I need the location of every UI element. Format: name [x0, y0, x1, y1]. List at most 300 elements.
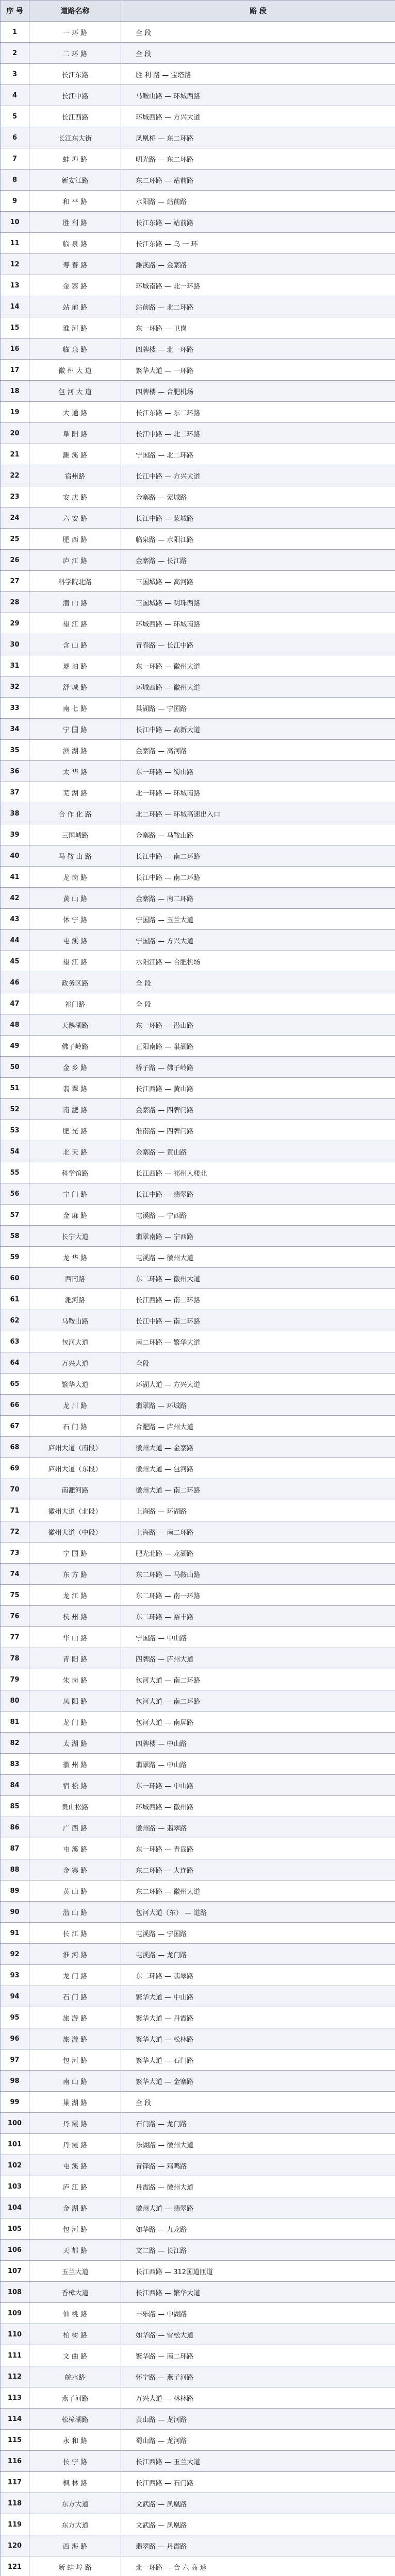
road-name: 徽州大道（北段）: [29, 1500, 121, 1521]
road-name: 祁门路: [29, 993, 121, 1014]
row-number: 41: [1, 867, 29, 888]
road-segment: 水阳路 — 站前路: [121, 191, 395, 212]
road-name: 休 宁 路: [29, 909, 121, 930]
road-segment: 文武路 — 凤凰路: [121, 2493, 395, 2514]
road-name: 南 七 路: [29, 698, 121, 719]
road-segment: 南二环路 — 繁华大道: [121, 1331, 395, 1352]
table-row: [1, 296, 395, 317]
road-segment: 包河大道 — 南屏路: [121, 1711, 395, 1733]
row-number: 16: [1, 338, 29, 360]
road-name: 长江东路: [29, 64, 121, 85]
road-segment: 包河大道 — 南二环路: [121, 1669, 395, 1690]
road-segment: 水阳江路 — 合肥机场: [121, 951, 395, 972]
row-number: 100: [1, 2113, 29, 2134]
road-name: 临 泉 路: [29, 233, 121, 254]
row-number: 19: [1, 402, 29, 423]
table-header: [1, 1, 395, 22]
road-segment: 长江东路 — 东二环路: [121, 402, 395, 423]
road-name: 西 海 路: [29, 2535, 121, 2556]
table-row: [1, 1500, 395, 1521]
table-row: [1, 22, 395, 43]
table-row: [1, 1289, 395, 1310]
road-name: 东 方 路: [29, 1564, 121, 1585]
row-number: 63: [1, 1331, 29, 1352]
road-name: 包 河 路: [29, 2218, 121, 2240]
road-name: 南 淝 路: [29, 1099, 121, 1120]
road-name: 旅 游 路: [29, 2028, 121, 2049]
row-number: 46: [1, 972, 29, 993]
row-number: 40: [1, 845, 29, 867]
table-row: [1, 951, 395, 972]
road-name: 二 环 路: [29, 43, 121, 64]
row-number: 120: [1, 2535, 29, 2556]
road-name: 长宁大道: [29, 1226, 121, 1247]
road-segment: 肥光北路 — 龙湖路: [121, 1543, 395, 1564]
road-name: 旅 游 路: [29, 2007, 121, 2028]
road-name: 庐 江 路: [29, 550, 121, 571]
table-row: [1, 2472, 395, 2493]
road-segment: 金寨路 — 高河路: [121, 740, 395, 761]
row-number: 113: [1, 2387, 29, 2409]
road-name: 万兴大道: [29, 1352, 121, 1374]
row-number: 108: [1, 2282, 29, 2303]
row-number: 97: [1, 2049, 29, 2071]
table-row: [1, 1902, 395, 1923]
row-number: 61: [1, 1289, 29, 1310]
road-segment: 全 段: [121, 993, 395, 1014]
road-name: 石 门 路: [29, 1416, 121, 1437]
road-segment: 屯溪路 — 龙门路: [121, 1944, 395, 1965]
road-segment: 四牌路 — 庐州大道: [121, 1648, 395, 1669]
table-row: [1, 43, 395, 64]
row-number: 115: [1, 2430, 29, 2451]
table-row: [1, 1479, 395, 1500]
row-number: 57: [1, 1205, 29, 1226]
header-name: 道路名称: [29, 1, 121, 22]
row-number: 37: [1, 782, 29, 803]
table-row: [1, 803, 395, 824]
road-segment: 上海路 — 南二环路: [121, 1521, 395, 1543]
road-segment: 宁国路 — 方兴大道: [121, 930, 395, 951]
road-name: 肥 光 路: [29, 1120, 121, 1141]
road-segment: 繁华大道 — 石门路: [121, 2049, 395, 2071]
road-name: 金 湖 路: [29, 2197, 121, 2218]
road-segment: 繁华大道 — 丹霞路: [121, 2007, 395, 2028]
table-row: [1, 1564, 395, 1585]
table-row: [1, 1796, 395, 1817]
row-number: 10: [1, 212, 29, 233]
road-segment: 乐湖路 — 徽州大道: [121, 2134, 395, 2155]
table-row: [1, 338, 395, 360]
table-row: [1, 2303, 395, 2324]
table-row: [1, 1183, 395, 1205]
road-name: 龙 岗 路: [29, 867, 121, 888]
row-number: 1: [1, 22, 29, 43]
road-segment: 金寨路 — 长江路: [121, 550, 395, 571]
row-number: 5: [1, 106, 29, 127]
row-number: 71: [1, 1500, 29, 1521]
row-number: 75: [1, 1585, 29, 1606]
road-segment: 长江中路 — 方兴大道: [121, 465, 395, 486]
table-row: [1, 1078, 395, 1099]
row-number: 79: [1, 1669, 29, 1690]
road-segment: 四牌楼 — 合肥机场: [121, 381, 395, 402]
road-name: 包河大道: [29, 1331, 121, 1352]
road-name: 龙 川 路: [29, 1395, 121, 1416]
row-number: 2: [1, 43, 29, 64]
road-name: 金 麻 路: [29, 1205, 121, 1226]
table-row: [1, 2514, 395, 2535]
row-number: 117: [1, 2472, 29, 2493]
road-name: 长江中路: [29, 85, 121, 106]
road-segment: 长江西路 — 312国道匝道: [121, 2261, 395, 2282]
road-name: 文 曲 路: [29, 2345, 121, 2366]
road-segment: 东二环路 — 马鞍山路: [121, 1564, 395, 1585]
row-number: 77: [1, 1627, 29, 1648]
table-row: [1, 867, 395, 888]
table-row: [1, 2049, 395, 2071]
table-row: [1, 402, 395, 423]
road-name: 肥 西 路: [29, 529, 121, 550]
road-name: 丹 霞 路: [29, 2134, 121, 2155]
table-row: [1, 1944, 395, 1965]
road-name: 徽州大道（中段）: [29, 1521, 121, 1543]
road-name: 西南路: [29, 1268, 121, 1289]
row-number: 13: [1, 275, 29, 296]
road-segment: 金寨路 — 四牌闩路: [121, 1099, 395, 1120]
row-number: 82: [1, 1733, 29, 1754]
road-name: 一 环 路: [29, 22, 121, 43]
road-name: 徽 州 大 道: [29, 360, 121, 381]
table-row: [1, 1036, 395, 1057]
road-name: 马鞍山路: [29, 1310, 121, 1331]
row-number: 29: [1, 613, 29, 634]
row-number: 110: [1, 2324, 29, 2345]
table-row: [1, 127, 395, 148]
row-number: 93: [1, 1965, 29, 1986]
row-number: 28: [1, 592, 29, 613]
table-row: [1, 2430, 395, 2451]
road-name: 天鹅湖路: [29, 1014, 121, 1036]
road-segment: 全 段: [121, 43, 395, 64]
road-segment: 长江中路 — 翡翠路: [121, 1183, 395, 1205]
road-name: 青 阳 路: [29, 1648, 121, 1669]
table-row: [1, 2556, 395, 2576]
road-name: 华 山 路: [29, 1627, 121, 1648]
road-segment: 屯溪路 — 宁国路: [121, 1923, 395, 1944]
road-segment: 长江东路 — 乌 一 环: [121, 233, 395, 254]
road-segment: 全 段: [121, 22, 395, 43]
row-number: 49: [1, 1036, 29, 1057]
road-segment: 如华路 — 九龙路: [121, 2218, 395, 2240]
road-segment: 万兴大道 — 林林路: [121, 2387, 395, 2409]
row-number: 102: [1, 2155, 29, 2176]
road-name: 太 华 路: [29, 761, 121, 782]
row-number: 68: [1, 1437, 29, 1458]
road-name: 淝河路: [29, 1289, 121, 1310]
row-number: 91: [1, 1923, 29, 1944]
table-row: [1, 2324, 395, 2345]
row-number: 3: [1, 64, 29, 85]
road-name: 南淝河路: [29, 1479, 121, 1500]
row-number: 8: [1, 170, 29, 191]
road-name: 宿 松 路: [29, 1775, 121, 1796]
road-name: 龙 江 路: [29, 1585, 121, 1606]
row-number: 60: [1, 1268, 29, 1289]
road-segment: 北一环路 — 环城南路: [121, 782, 395, 803]
table-row: [1, 592, 395, 613]
row-number: 47: [1, 993, 29, 1014]
table-row: [1, 148, 395, 170]
row-number: 81: [1, 1711, 29, 1733]
road-segment: 东二环路 — 徽州大道: [121, 1268, 395, 1289]
road-segment: 文二路 — 长江路: [121, 2240, 395, 2261]
table-row: [1, 85, 395, 106]
table-row: [1, 2007, 395, 2028]
table-row: [1, 1859, 395, 1880]
row-number: 118: [1, 2493, 29, 2514]
table-row: [1, 2261, 395, 2282]
road-segment: 屯溪路 — 徽州大道: [121, 1247, 395, 1268]
table-row: [1, 972, 395, 993]
row-number: 66: [1, 1395, 29, 1416]
road-segment: 繁华大道 — 一环路: [121, 360, 395, 381]
road-name: 芜 湖 路: [29, 782, 121, 803]
table-row: [1, 1395, 395, 1416]
table-row: [1, 2197, 395, 2218]
table-row: [1, 233, 395, 254]
table-row: [1, 888, 395, 909]
table-row: [1, 1331, 395, 1352]
road-segment: 全段: [121, 1352, 395, 1374]
road-name: 巢 湖 路: [29, 2092, 121, 2113]
road-name: 屯 溪 路: [29, 930, 121, 951]
table-row: [1, 212, 395, 233]
road-segment: 合淝路 — 庐州大道: [121, 1416, 395, 1437]
row-number: 42: [1, 888, 29, 909]
road-name: 凤 阳 路: [29, 1690, 121, 1711]
row-number: 65: [1, 1374, 29, 1395]
road-segment: 东一环路 — 卫岗: [121, 317, 395, 338]
row-number: 14: [1, 296, 29, 317]
road-name: 龙 华 路: [29, 1247, 121, 1268]
table-row: [1, 1057, 395, 1078]
road-name: 仙 桃 路: [29, 2303, 121, 2324]
road-name: 金 寨 路: [29, 275, 121, 296]
road-segment: 翡翠路 — 中山路: [121, 1754, 395, 1775]
row-number: 76: [1, 1606, 29, 1627]
table-row: [1, 1247, 395, 1268]
road-name: 淮 河 路: [29, 317, 121, 338]
road-segment: 如华路 — 雪松大道: [121, 2324, 395, 2345]
row-number: 35: [1, 740, 29, 761]
table-row: [1, 782, 395, 803]
road-segment: 马鞍山路 — 环城西路: [121, 85, 395, 106]
road-name: 和 平 路: [29, 191, 121, 212]
road-segment: 东二环路 — 裕丰路: [121, 1606, 395, 1627]
row-number: 78: [1, 1648, 29, 1669]
row-number: 119: [1, 2514, 29, 2535]
table-row: [1, 1310, 395, 1331]
road-segment: 北二环路 — 环城高速出入口: [121, 803, 395, 824]
row-number: 44: [1, 930, 29, 951]
row-number: 27: [1, 571, 29, 592]
row-number: 12: [1, 254, 29, 275]
row-number: 17: [1, 360, 29, 381]
road-segment: 徽州大道 — 南二环路: [121, 1479, 395, 1500]
row-number: 107: [1, 2261, 29, 2282]
row-number: 45: [1, 951, 29, 972]
road-name: 长江东大街: [29, 127, 121, 148]
table-row: [1, 106, 395, 127]
road-name: 六 安 路: [29, 507, 121, 529]
road-name: 长 宁 路: [29, 2451, 121, 2472]
road-segment: 桥子路 — 佛子岭路: [121, 1057, 395, 1078]
road-name: 三国城路: [29, 824, 121, 845]
road-name: 长 江 路: [29, 1923, 121, 1944]
road-segment: 屯溪路 — 宁西路: [121, 1205, 395, 1226]
road-name: 大 通 路: [29, 402, 121, 423]
row-number: 92: [1, 1944, 29, 1965]
row-number: 6: [1, 127, 29, 148]
road-name: 黄 山 路: [29, 1880, 121, 1902]
road-segment: 环城西路 — 方兴大道: [121, 106, 395, 127]
table-row: [1, 1711, 395, 1733]
table-row: [1, 1458, 395, 1479]
row-number: 111: [1, 2345, 29, 2366]
road-segment: 宁国路 — 中山路: [121, 1627, 395, 1648]
row-number: 87: [1, 1838, 29, 1859]
road-segment: 长江西路 — 繁华大道: [121, 2282, 395, 2303]
road-segment: 蜀山路 — 龙河路: [121, 2430, 395, 2451]
road-segment: 东一环路 — 中山路: [121, 1775, 395, 1796]
row-number: 74: [1, 1564, 29, 1585]
row-number: 72: [1, 1521, 29, 1543]
road-name: 安 庆 路: [29, 486, 121, 507]
row-number: 101: [1, 2134, 29, 2155]
row-number: 23: [1, 486, 29, 507]
table-body: [1, 22, 395, 2576]
road-name: 玉兰大道: [29, 2261, 121, 2282]
road-name: 舒 城 路: [29, 676, 121, 698]
table-row: [1, 655, 395, 676]
road-name: 翡 翠 路: [29, 1078, 121, 1099]
road-name: 宁 国 路: [29, 719, 121, 740]
row-number: 69: [1, 1458, 29, 1479]
road-name: 金 寨 路: [29, 1859, 121, 1880]
row-number: 59: [1, 1247, 29, 1268]
table-row: [1, 740, 395, 761]
road-segment: 四牌楼 — 中山路: [121, 1733, 395, 1754]
road-segment: 环城西路 — 环城南路: [121, 613, 395, 634]
table-row: [1, 1648, 395, 1669]
table-row: [1, 1437, 395, 1458]
table-row: [1, 317, 395, 338]
road-segment: 环湖大道 — 方兴大道: [121, 1374, 395, 1395]
road-segment: 濉溪路 — 金寨路: [121, 254, 395, 275]
table-row: [1, 1775, 395, 1796]
table-row: [1, 1923, 395, 1944]
road-name: 庐 江 路: [29, 2176, 121, 2197]
row-number: 90: [1, 1902, 29, 1923]
road-segment: 东二环路 — 大连路: [121, 1859, 395, 1880]
row-number: 38: [1, 803, 29, 824]
road-segment: 长江中路 — 南二环路: [121, 1310, 395, 1331]
road-segment: 正阳南路 — 巢湖路: [121, 1036, 395, 1057]
road-segment: 繁华大道 — 中山路: [121, 1986, 395, 2007]
road-segment: 长江中路 — 南二环路: [121, 845, 395, 867]
road-name: 徽 州 路: [29, 1754, 121, 1775]
road-name: 阜 阳 路: [29, 423, 121, 444]
table-row: [1, 444, 395, 465]
table-row: [1, 275, 395, 296]
row-number: 43: [1, 909, 29, 930]
table-row: [1, 613, 395, 634]
road-segment: 东一环路 — 潜山路: [121, 1014, 395, 1036]
table-row: [1, 676, 395, 698]
row-number: 106: [1, 2240, 29, 2261]
table-row: [1, 2282, 395, 2303]
road-name: 朱 岗 路: [29, 1669, 121, 1690]
row-number: 20: [1, 423, 29, 444]
road-segment: 站前路 — 北二环路: [121, 296, 395, 317]
row-number: 67: [1, 1416, 29, 1437]
road-name: 包 河 大 道: [29, 381, 121, 402]
road-name: 丹 霞 路: [29, 2113, 121, 2134]
table-row: [1, 909, 395, 930]
road-name: 宿州路: [29, 465, 121, 486]
table-row: [1, 2113, 395, 2134]
road-segment: 徽州大道 — 翡翠路: [121, 2197, 395, 2218]
table-row: [1, 2366, 395, 2387]
road-name: 潜 山 路: [29, 1902, 121, 1923]
row-number: 36: [1, 761, 29, 782]
table-row: [1, 1543, 395, 1564]
road-name: 长江西路: [29, 106, 121, 127]
row-number: 25: [1, 529, 29, 550]
road-segment: 长江中路 — 南二环路: [121, 867, 395, 888]
table-row: [1, 2345, 395, 2366]
road-name: 庐州大道（南段）: [29, 1437, 121, 1458]
road-name: 繁华大道: [29, 1374, 121, 1395]
road-name: 龙 门 路: [29, 1711, 121, 1733]
row-number: 4: [1, 85, 29, 106]
table-row: [1, 1627, 395, 1648]
table-row: [1, 550, 395, 571]
row-number: 56: [1, 1183, 29, 1205]
table-row: [1, 634, 395, 655]
road-segment: 徽州大道 — 金寨路: [121, 1437, 395, 1458]
row-number: 98: [1, 2071, 29, 2092]
table-row: [1, 2387, 395, 2409]
row-number: 83: [1, 1754, 29, 1775]
road-segment: 长江西路 — 石门路: [121, 2472, 395, 2493]
road-segment: 翡翠南路 — 宁西路: [121, 1226, 395, 1247]
road-name: 科学馆路: [29, 1162, 121, 1183]
road-segment: 东二环路 — 徽州大道: [121, 1880, 395, 1902]
road-name: 淮 河 路: [29, 1944, 121, 1965]
road-segment: 长江中路 — 高新大道: [121, 719, 395, 740]
road-name: 含 山 路: [29, 634, 121, 655]
table-row: [1, 1733, 395, 1754]
road-name: 枫 林 路: [29, 2472, 121, 2493]
road-segment: 淮南路 — 四牌闩路: [121, 1120, 395, 1141]
table-row: [1, 2240, 395, 2261]
road-segment: 青锋路 — 鸡鸣路: [121, 2155, 395, 2176]
table-row: [1, 465, 395, 486]
table-row: [1, 2176, 395, 2197]
row-number: 70: [1, 1479, 29, 1500]
